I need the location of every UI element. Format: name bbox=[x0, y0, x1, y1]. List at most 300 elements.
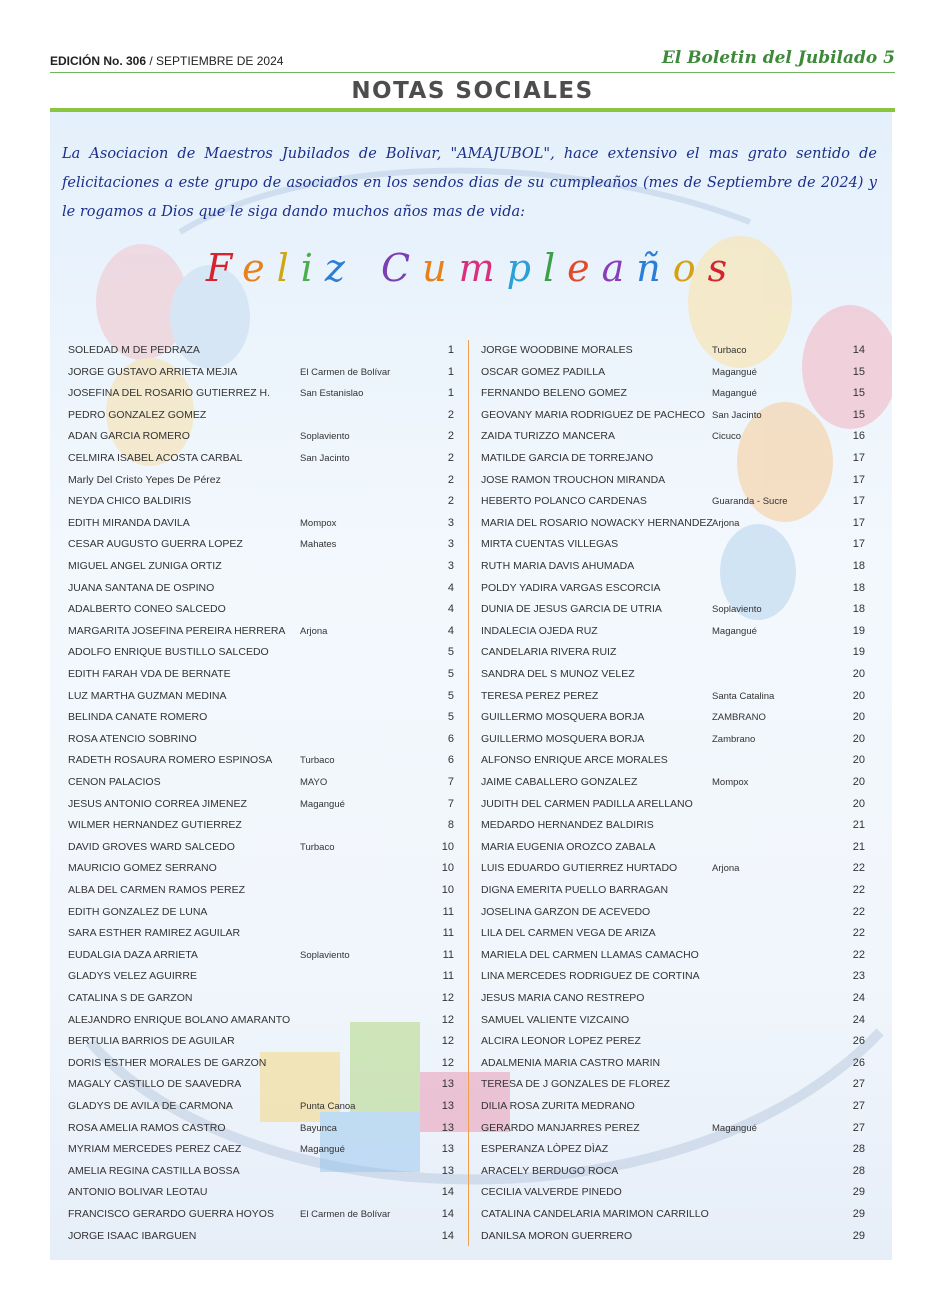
member-name: DIGNA EMERITA PUELLO BARRAGAN bbox=[481, 884, 669, 896]
member-name: MARGARITA JOSEFINA PEREIRA HERRERA bbox=[68, 624, 286, 637]
member-name: ALEJANDRO ENRIQUE BOLANO AMARANTO bbox=[68, 1013, 291, 1026]
member-town: Magangué bbox=[712, 1122, 757, 1134]
birthday-row bbox=[68, 1096, 454, 1116]
edition-info bbox=[50, 54, 283, 68]
birthday-day: 29 bbox=[852, 1186, 865, 1199]
member-name: LUIS EDUARDO GUTIERREZ HURTADO bbox=[481, 862, 678, 875]
member-name: ADAN GARCIA ROMERO bbox=[68, 430, 190, 443]
birthday-day: 2 bbox=[447, 408, 454, 421]
member-name: PEDRO GONZALEZ GOMEZ bbox=[68, 408, 207, 421]
birthday-day: 13 bbox=[441, 1078, 454, 1091]
member-town: Bayunca bbox=[300, 1122, 337, 1134]
column-divider bbox=[468, 340, 469, 1246]
birthday-day: 11 bbox=[442, 948, 454, 961]
birthday-day: 4 bbox=[447, 581, 454, 594]
member-name: ZAIDA TURIZZO MANCERA bbox=[481, 430, 615, 443]
member-name: MARIA DEL ROSARIO NOWACKY HERNANDEZ bbox=[481, 516, 713, 529]
member-name: CECILIA VALVERDE PINEDO bbox=[481, 1186, 622, 1199]
birthday-row bbox=[68, 664, 454, 684]
birthday-day: 6 bbox=[447, 754, 454, 767]
birthday-row bbox=[481, 642, 865, 662]
birthday-row bbox=[68, 902, 454, 922]
member-name: TERESA DE J GONZALES DE FLOREZ bbox=[481, 1078, 671, 1091]
member-name: OSCAR GOMEZ PADILLA bbox=[481, 365, 606, 378]
birthday-day: 5 bbox=[447, 711, 454, 724]
member-name: JAIME CABALLERO GONZALEZ bbox=[481, 776, 638, 788]
member-town: Turbaco bbox=[712, 345, 747, 356]
birthday-day: 10 bbox=[441, 862, 454, 875]
member-name: ANTONIO BOLIVAR LEOTAU bbox=[68, 1186, 208, 1199]
birthday-day: 5 bbox=[447, 668, 454, 680]
birthday-row bbox=[481, 837, 865, 857]
member-name: JESUS ANTONIO CORREA JIMENEZ bbox=[68, 797, 247, 810]
birthday-row bbox=[68, 642, 454, 662]
birthday-day: 20 bbox=[852, 689, 865, 702]
birthday-day: 13 bbox=[441, 1121, 454, 1134]
birthday-day: 12 bbox=[441, 1056, 454, 1069]
birthday-day: 22 bbox=[852, 905, 865, 918]
birthday-row bbox=[481, 362, 865, 382]
birthday-row bbox=[68, 491, 454, 511]
member-name: FERNANDO BELENO GOMEZ bbox=[481, 387, 627, 400]
birthday-day: 18 bbox=[852, 560, 865, 572]
member-name: EDITH GONZALEZ DE LUNA bbox=[68, 905, 208, 918]
birthday-row bbox=[481, 599, 865, 619]
birthday-day: 15 bbox=[852, 365, 865, 378]
banner-letter: C bbox=[381, 246, 423, 290]
member-name: JORGE GUSTAVO ARRIETA MEJIA bbox=[68, 365, 238, 378]
birthday-row bbox=[68, 534, 454, 554]
birthday-row bbox=[481, 1204, 865, 1224]
member-name: BELINDA CANATE ROMERO bbox=[68, 711, 208, 724]
birthday-row bbox=[68, 405, 454, 425]
member-name: CENON PALACIOS bbox=[68, 776, 161, 788]
section-title: NOTAS SOCIALES bbox=[351, 78, 594, 104]
banner-letter: F bbox=[205, 246, 243, 290]
member-name: MYRIAM MERCEDES PEREZ CAEZ bbox=[68, 1143, 242, 1156]
birthday-row bbox=[481, 383, 865, 403]
member-town: Arjona bbox=[300, 625, 328, 637]
birthday-day: 1 bbox=[447, 365, 454, 378]
birthday-day: 20 bbox=[852, 732, 865, 745]
birthday-day: 22 bbox=[852, 927, 865, 940]
birthday-day: 16 bbox=[852, 430, 865, 443]
birthday-day: 17 bbox=[852, 473, 865, 486]
member-name: DANILSA MORON GUERRERO bbox=[481, 1229, 633, 1242]
member-name: LILA DEL CARMEN VEGA DE ARIZA bbox=[481, 927, 656, 940]
birthday-row bbox=[68, 556, 454, 576]
birthday-day: 24 bbox=[852, 992, 865, 1004]
member-town: Guaranda - Sucre bbox=[712, 496, 788, 508]
member-name: MARIA EUGENIA OROZCO ZABALA bbox=[481, 840, 656, 853]
birthday-row bbox=[68, 729, 454, 749]
member-name: ALCIRA LEONOR LOPEZ PEREZ bbox=[481, 1035, 641, 1048]
edition-date: / SEPTIEMBRE DE 2024 bbox=[146, 54, 284, 68]
birthday-day: 11 bbox=[442, 905, 454, 918]
birthday-day: 3 bbox=[447, 560, 454, 572]
member-name: ROSA ATENCIO SOBRINO bbox=[68, 732, 197, 745]
page-header bbox=[50, 50, 895, 72]
birthday-day: 4 bbox=[447, 603, 454, 616]
member-name: Marly Del Cristo Yepes De Pérez bbox=[68, 473, 221, 486]
birthday-row bbox=[68, 513, 454, 533]
birthday-day: 15 bbox=[852, 387, 865, 400]
banner-letter: z bbox=[324, 246, 357, 290]
member-town: Magangué bbox=[712, 366, 757, 378]
birthday-day: 22 bbox=[852, 862, 865, 875]
member-town: Arjona bbox=[712, 863, 740, 875]
member-town: Mahates bbox=[300, 539, 337, 551]
birthday-row bbox=[481, 664, 865, 684]
banner-letter: s bbox=[707, 246, 740, 290]
birthday-row bbox=[481, 945, 865, 965]
birthday-row bbox=[481, 729, 865, 749]
birthday-day: 20 bbox=[852, 776, 865, 788]
member-name: ARACELY BERDUGO ROCA bbox=[481, 1164, 619, 1177]
birthday-day: 27 bbox=[852, 1100, 865, 1112]
birthday-day: 20 bbox=[852, 711, 865, 724]
banner-letter: l bbox=[542, 246, 568, 290]
birthday-day: 20 bbox=[852, 754, 865, 767]
member-name: JUDITH DEL CARMEN PADILLA ARELLANO bbox=[481, 797, 693, 810]
birthday-row bbox=[68, 1074, 454, 1094]
member-name: CESAR AUGUSTO GUERRA LOPEZ bbox=[68, 538, 243, 551]
birthday-day: 18 bbox=[852, 581, 865, 594]
banner-letter: l bbox=[276, 246, 301, 290]
birthday-day: 15 bbox=[852, 408, 865, 421]
member-name: ADALBERTO CONEO SALCEDO bbox=[68, 603, 226, 616]
member-name: GERARDO MANJARRES PEREZ bbox=[481, 1121, 640, 1134]
birthday-day: 29 bbox=[852, 1229, 865, 1242]
birthday-row bbox=[481, 491, 865, 511]
birthday-row bbox=[481, 1053, 865, 1073]
birthday-day: 27 bbox=[852, 1078, 865, 1091]
birthday-row bbox=[481, 923, 865, 943]
birthday-day: 5 bbox=[447, 646, 454, 659]
birthday-day: 29 bbox=[852, 1208, 865, 1220]
birthday-row bbox=[481, 707, 865, 727]
member-name: GLADYS VELEZ AGUIRRE bbox=[68, 970, 197, 983]
birthday-row bbox=[68, 621, 454, 641]
birthday-row bbox=[481, 750, 865, 770]
member-town: Mompox bbox=[712, 777, 749, 788]
member-town: Cicuco bbox=[712, 431, 742, 443]
birthday-day: 6 bbox=[447, 732, 454, 745]
member-name: ADALMENIA MARIA CASTRO MARIN bbox=[481, 1056, 661, 1069]
birthday-row bbox=[481, 578, 865, 598]
birthday-day: 28 bbox=[852, 1164, 865, 1177]
birthday-day: 7 bbox=[447, 776, 454, 788]
edition-number: EDICIÓN No. 306 bbox=[50, 54, 147, 68]
birthday-row bbox=[68, 426, 454, 446]
member-name: GUILLERMO MOSQUERA BORJA bbox=[481, 732, 645, 745]
member-town: San Estanislao bbox=[300, 388, 364, 400]
birthday-day: 20 bbox=[852, 797, 865, 810]
birthday-row bbox=[481, 1139, 865, 1159]
member-name: SANDRA DEL S MUNOZ VELEZ bbox=[481, 668, 635, 680]
birthday-row bbox=[481, 1118, 865, 1138]
birthday-day: 10 bbox=[441, 840, 454, 853]
member-name: RUTH MARIA DAVIS AHUMADA bbox=[481, 560, 635, 572]
member-name: SARA ESTHER RAMIREZ AGUILAR bbox=[68, 927, 241, 940]
birthday-row bbox=[68, 1139, 454, 1159]
member-name: DILIA ROSA ZURITA MEDRANO bbox=[481, 1100, 635, 1112]
birthday-day: 2 bbox=[447, 430, 454, 443]
birthday-row bbox=[68, 988, 454, 1008]
birthday-row bbox=[68, 858, 454, 878]
member-name: LUZ MARTHA GUZMAN MEDINA bbox=[68, 689, 227, 702]
member-name: HEBERTO POLANCO CARDENAS bbox=[481, 495, 647, 508]
member-name: DORIS ESTHER MORALES DE GARZON bbox=[68, 1056, 267, 1069]
birthday-day: 3 bbox=[447, 516, 454, 529]
birthday-day: 18 bbox=[852, 603, 865, 616]
birthday-day: 2 bbox=[447, 473, 454, 486]
birthday-row bbox=[481, 794, 865, 814]
birthday-day: 21 bbox=[852, 840, 865, 853]
member-town: El Carmen de Bolívar bbox=[300, 366, 391, 378]
member-town: ZAMBRANO bbox=[712, 712, 766, 724]
birthday-row bbox=[481, 1096, 865, 1116]
birthday-row bbox=[68, 448, 454, 468]
birthday-row bbox=[68, 815, 454, 835]
birthday-row bbox=[68, 837, 454, 857]
member-name: BERTULIA BARRIOS DE AGUILAR bbox=[68, 1035, 235, 1048]
member-name: JORGE ISAAC IBARGUEN bbox=[68, 1229, 197, 1242]
banner-letter: ñ bbox=[636, 246, 673, 290]
banner-letter: a bbox=[601, 246, 637, 290]
member-name: CATALINA CANDELARIA MARIMON CARRILLO bbox=[481, 1208, 709, 1220]
member-name: JORGE WOODBINE MORALES bbox=[481, 344, 633, 356]
birthday-row bbox=[68, 1010, 454, 1030]
member-town: Soplaviento bbox=[300, 431, 350, 443]
member-name: FRANCISCO GERARDO GUERRA HOYOS bbox=[68, 1208, 274, 1220]
birthday-day: 11 bbox=[442, 927, 454, 940]
birthday-row bbox=[481, 405, 865, 425]
birthday-row bbox=[68, 686, 454, 706]
birthday-row bbox=[68, 1031, 454, 1051]
birthday-day: 22 bbox=[852, 948, 865, 961]
birthday-day: 26 bbox=[852, 1056, 865, 1069]
banner-letter: p bbox=[506, 246, 543, 290]
member-name: AMELIA REGINA CASTILLA BOSSA bbox=[68, 1164, 240, 1177]
birthday-row bbox=[481, 513, 865, 533]
birthday-row bbox=[481, 1226, 865, 1246]
birthday-row bbox=[68, 599, 454, 619]
member-name: NEYDA CHICO BALDIRIS bbox=[68, 495, 192, 508]
header-rule bbox=[50, 72, 895, 73]
member-town: El Carmen de Bolívar bbox=[300, 1209, 391, 1220]
member-town: Turbaco bbox=[300, 755, 335, 767]
birthday-row bbox=[481, 534, 865, 554]
birthday-day: 7 bbox=[447, 797, 454, 810]
birthday-day: 12 bbox=[441, 992, 454, 1004]
birthday-row bbox=[481, 858, 865, 878]
birthday-day: 8 bbox=[447, 819, 454, 832]
birthday-day: 27 bbox=[852, 1121, 865, 1134]
birthday-day: 1 bbox=[447, 387, 454, 400]
member-town: Magangué bbox=[712, 388, 757, 400]
member-name: GUILLERMO MOSQUERA BORJA bbox=[481, 711, 645, 724]
birthday-row bbox=[68, 470, 454, 490]
birthday-row bbox=[481, 1031, 865, 1051]
member-town: MAYO bbox=[300, 777, 328, 788]
birthday-day: 19 bbox=[852, 646, 865, 659]
birthday-row bbox=[481, 772, 865, 792]
member-name: ALBA DEL CARMEN RAMOS PEREZ bbox=[68, 884, 245, 896]
birthday-row bbox=[68, 1053, 454, 1073]
member-town: San Jacinto bbox=[712, 409, 762, 421]
birthday-row bbox=[68, 772, 454, 792]
member-name: EDITH FARAH VDA DE BERNATE bbox=[68, 668, 231, 680]
birthday-day: 1 bbox=[447, 344, 454, 356]
banner-letter bbox=[357, 246, 381, 290]
member-name: ROSA AMELIA RAMOS CASTRO bbox=[68, 1121, 226, 1134]
birthday-row bbox=[481, 470, 865, 490]
birthday-row bbox=[481, 815, 865, 835]
birthday-row bbox=[481, 966, 865, 986]
birthday-day: 23 bbox=[852, 970, 865, 983]
member-name: SAMUEL VALIENTE VIZCAINO bbox=[481, 1013, 630, 1026]
banner-letter: e bbox=[242, 246, 277, 290]
member-name: CELMIRA ISABEL ACOSTA CARBAL bbox=[68, 452, 243, 464]
birthday-row bbox=[481, 1010, 865, 1030]
birthday-row bbox=[481, 448, 865, 468]
member-name: SOLEDAD M DE PEDRAZA bbox=[68, 344, 200, 356]
birthday-day: 14 bbox=[441, 1229, 454, 1242]
birthday-day: 13 bbox=[441, 1164, 454, 1177]
member-name: JOSEFINA DEL ROSARIO GUTIERREZ H. bbox=[68, 387, 271, 400]
birthday-row bbox=[68, 945, 454, 965]
birthday-day: 19 bbox=[852, 624, 865, 637]
birthday-row bbox=[68, 383, 454, 403]
birthday-day: 2 bbox=[447, 495, 454, 508]
member-town: Punta Canoa bbox=[300, 1101, 356, 1112]
member-town: Magangué bbox=[300, 1144, 345, 1156]
birthday-row bbox=[481, 880, 865, 900]
birthday-row bbox=[68, 923, 454, 943]
birthday-row bbox=[481, 1182, 865, 1202]
member-name: MIGUEL ANGEL ZUNIGA ORTIZ bbox=[68, 560, 222, 572]
member-town: Mompox bbox=[300, 517, 337, 529]
birthday-row bbox=[481, 556, 865, 576]
birthday-day: 17 bbox=[852, 452, 865, 464]
birthday-row bbox=[68, 794, 454, 814]
birthday-row bbox=[481, 426, 865, 446]
birthday-day: 13 bbox=[441, 1143, 454, 1156]
member-name: LINA MERCEDES RODRIGUEZ DE CORTINA bbox=[481, 970, 700, 983]
banner-letter: i bbox=[300, 246, 325, 290]
member-town: Turbaco bbox=[300, 841, 335, 853]
birthday-day: 28 bbox=[852, 1143, 865, 1156]
birthday-row bbox=[68, 1226, 454, 1246]
birthday-row bbox=[68, 1204, 454, 1224]
member-name: MAGALY CASTILLO DE SAAVEDRA bbox=[68, 1078, 242, 1091]
member-name: EUDALGIA DAZA ARRIETA bbox=[68, 948, 198, 961]
member-town: Zambrano bbox=[712, 733, 756, 745]
member-name: ESPERANZA LÒPEZ DÌAZ bbox=[481, 1143, 609, 1156]
member-name: CANDELARIA RIVERA RUIZ bbox=[481, 646, 617, 659]
birthday-day: 24 bbox=[852, 1013, 865, 1026]
birthday-day: 17 bbox=[852, 538, 865, 551]
feliz-cumpleanos-banner bbox=[0, 246, 945, 290]
birthday-day: 26 bbox=[852, 1035, 865, 1048]
member-town: Arjona bbox=[712, 517, 740, 529]
banner-letter: m bbox=[458, 246, 507, 290]
birthday-day: 2 bbox=[447, 452, 454, 464]
member-town: Soplaviento bbox=[712, 604, 762, 616]
member-town: Santa Catalina bbox=[712, 690, 775, 702]
intro-paragraph: La Asociacion de Maestros Jubilados de Bolivar, "AMAJUBOL", hace extensivo el mas grato sentido de felicitaciones a este grupo de asociados en los sendos dias de su cumpleaños (mes de Septiembre de 2024) y le rogamos a Dios que le siga dando muchos años mas de vida: bbox=[62, 146, 877, 220]
publication-title: El Boletin del Jubilado 5 bbox=[661, 48, 895, 68]
birthday-row bbox=[481, 686, 865, 706]
member-town: San Jacinto bbox=[300, 453, 350, 464]
member-name: JESUS MARIA CANO RESTREPO bbox=[481, 992, 645, 1004]
member-name: JOSE RAMON TROUCHON MIRANDA bbox=[481, 473, 666, 486]
member-town: Magangué bbox=[300, 798, 345, 810]
member-name: POLDY YADIRA VARGAS ESCORCIA bbox=[481, 581, 661, 594]
birthday-row bbox=[481, 621, 865, 641]
birthday-day: 14 bbox=[852, 344, 865, 356]
member-name: INDALECIA OJEDA RUZ bbox=[481, 624, 598, 637]
birthday-day: 14 bbox=[441, 1186, 454, 1199]
member-name: JUANA SANTANA DE OSPINO bbox=[68, 581, 215, 594]
birthday-day: 10 bbox=[441, 884, 454, 896]
birthday-row bbox=[68, 340, 454, 360]
member-name: MARIELA DEL CARMEN LLAMAS CAMACHO bbox=[481, 948, 699, 961]
birthday-row bbox=[68, 1118, 454, 1138]
birthday-row bbox=[481, 902, 865, 922]
birthday-row bbox=[68, 362, 454, 382]
birthday-day: 4 bbox=[447, 624, 454, 637]
member-name: MEDARDO HERNANDEZ BALDIRIS bbox=[481, 819, 654, 832]
banner-letter: e bbox=[567, 246, 602, 290]
member-name: GLADYS DE AVILA DE CARMONA bbox=[68, 1100, 233, 1112]
member-name: JOSELINA GARZON DE ACEVEDO bbox=[481, 905, 651, 918]
birthday-day: 12 bbox=[441, 1035, 454, 1048]
member-name: ADOLFO ENRIQUE BUSTILLO SALCEDO bbox=[68, 646, 269, 659]
birthday-row bbox=[68, 707, 454, 727]
birthday-day: 12 bbox=[441, 1013, 454, 1026]
member-name: MIRTA CUENTAS VILLEGAS bbox=[481, 538, 619, 551]
member-name: ALFONSO ENRIQUE ARCE MORALES bbox=[481, 754, 668, 767]
birthday-day: 21 bbox=[852, 819, 865, 832]
member-town: Magangué bbox=[712, 625, 757, 637]
birthday-day: 14 bbox=[441, 1208, 454, 1220]
birthday-day: 17 bbox=[852, 495, 865, 508]
member-name: MATILDE GARCIA DE TORREJANO bbox=[481, 452, 654, 464]
birthday-row bbox=[481, 1161, 865, 1181]
member-name: WILMER HERNANDEZ GUTIERREZ bbox=[68, 819, 242, 832]
birthday-row bbox=[68, 578, 454, 598]
birthday-row bbox=[68, 880, 454, 900]
member-town: Soplaviento bbox=[300, 949, 350, 961]
birthday-day: 13 bbox=[441, 1100, 454, 1112]
banner-letter: u bbox=[422, 246, 459, 290]
birthday-day: 20 bbox=[852, 668, 865, 680]
birthday-day: 3 bbox=[447, 538, 454, 551]
birthday-day: 22 bbox=[852, 884, 865, 896]
member-name: RADETH ROSAURA ROMERO ESPINOSA bbox=[68, 754, 273, 767]
birthday-row bbox=[68, 1161, 454, 1181]
birthday-row bbox=[481, 1074, 865, 1094]
birthday-day: 17 bbox=[852, 516, 865, 529]
birthday-row bbox=[481, 340, 865, 360]
member-name: GEOVANY MARIA RODRIGUEZ DE PACHECO bbox=[481, 408, 706, 421]
birthday-row bbox=[481, 988, 865, 1008]
birthday-row bbox=[68, 750, 454, 770]
birthday-day: 5 bbox=[447, 689, 454, 702]
member-name: DUNIA DE JESUS GARCIA DE UTRIA bbox=[481, 603, 662, 616]
